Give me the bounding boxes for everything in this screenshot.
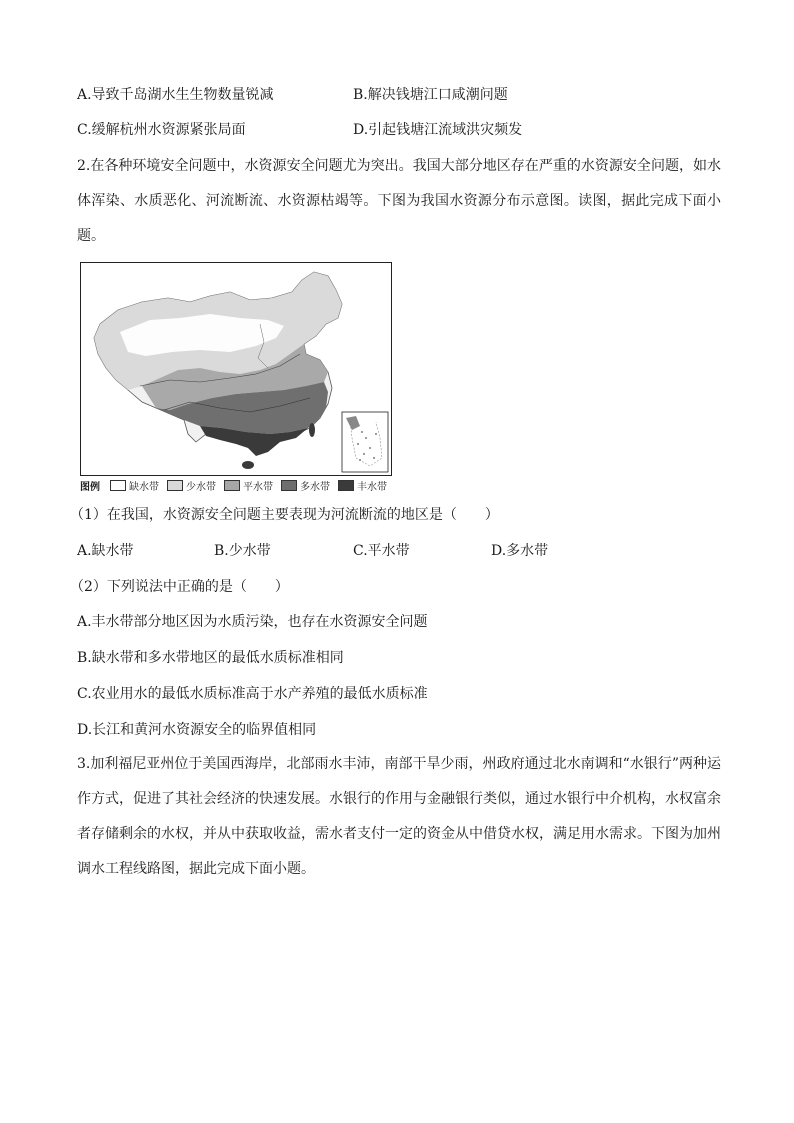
- q2-intro: 2.在各种环境安全问题中，水资源安全问题尤为突出。我国大部分地区存在严重的水资源安全问题，如水体浑染、水质恶化、河流断流、水资源枯竭等。下图为我国水资源分布示意图。读图，据此完成下面小题。: [77, 158, 721, 244]
- legend-label: 少水带: [186, 481, 216, 493]
- legend-title: 图例: [80, 481, 100, 493]
- q3-intro: 3.加利福尼亚州位于美国西海岸，北部雨水丰沛，南部干旱少雨，州政府通过北水南调和“水银行”两种运作方式，促进了其社会经济的快速发展。水银行的作用与金融银行类似，通过水银行中介机构，水权富余者存储剩余的水权，并从中获取收益，需水者支付一定的资金从中借贷水权，满足用水需求。下图为加州调水工程线路图，据此完成下面小题。: [77, 756, 721, 877]
- q2-sub1-question: （1）在我国，水资源安全问题主要表现为河流断流的地区是（ ）: [70, 507, 499, 523]
- q2-sub2-option-b: B.缺水带和多水带地区的最低水质标准相同: [77, 650, 344, 666]
- q2-sub1-option-d: D.多水带: [491, 543, 549, 559]
- legend-label: 平水带: [243, 481, 273, 493]
- q2-sub2-option-d: D.长江和黄河水资源安全的临界值相同: [77, 722, 317, 738]
- china-water-resources-map: [80, 262, 392, 476]
- legend-label: 丰水带: [357, 481, 387, 493]
- legend-swatch-2: [224, 480, 240, 491]
- legend-swatch-3: [281, 480, 297, 491]
- legend-swatch-4: [338, 480, 354, 491]
- q2-sub2-option-a: A.丰水带部分地区因为水质污染，也存在水资源安全问题: [77, 614, 428, 630]
- q2-sub2-option-c: C.农业用水的最低水质标准高于水产养殖的最低水质标准: [77, 686, 428, 702]
- legend-swatch-0: [110, 480, 126, 491]
- q1-option-c: C.缓解杭州水资源紧张局面: [77, 122, 246, 138]
- q2-sub1-option-a: A.缺水带: [77, 543, 134, 559]
- q2-sub1-option-b: B.少水带: [214, 543, 271, 559]
- legend-swatch-1: [167, 480, 183, 491]
- legend-label: 多水带: [300, 481, 330, 493]
- q2-sub2-question: （2）下列说法中正确的是（ ）: [70, 579, 289, 595]
- q1-option-a: A.导致千岛湖水生生物数量锐减: [77, 87, 274, 103]
- legend-label: 缺水带: [129, 481, 159, 493]
- q1-option-d: D.引起钱塘江流域洪灾频发: [353, 122, 523, 138]
- q2-sub1-option-c: C.平水带: [353, 543, 410, 559]
- q1-option-b: B.解决钱塘江口咸潮问题: [353, 87, 508, 103]
- map-legend: [80, 476, 392, 494]
